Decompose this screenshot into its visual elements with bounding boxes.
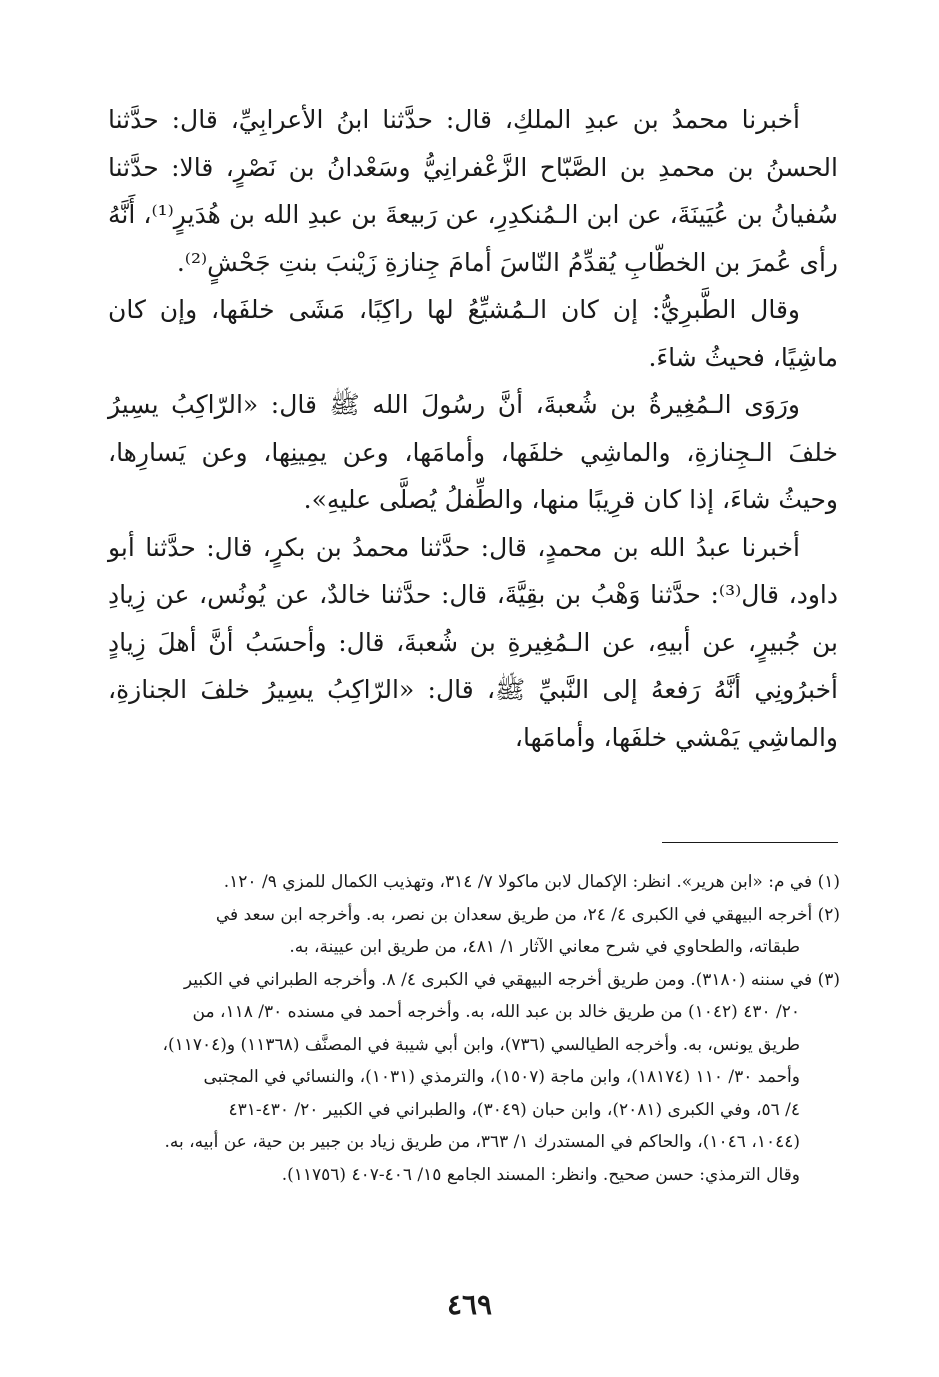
footnote-3-line-1: (٣) في سننه (٣١٨٠). ومن طريق أخرجه البيهقي في الكبرى ٤/ ٨. وأخرجه الطبراني في الكبير — [183, 969, 840, 990]
footnote-1 — [100, 866, 840, 899]
footnote-3 — [100, 964, 840, 1192]
footnotes — [100, 866, 840, 1191]
footnote-3-line-2: ٢٠/ ٤٣٠ (١٠٤٢) من طريق خالد بن عبد الله، به. وأخرجه أحمد في مسنده ٣٠/ ١١٨، من — [192, 1002, 800, 1022]
footnote-1-line-1: (١) في م: «ابن هرير». انظر: الإكمال لابن ماكولا ٧/ ٣١٤، وتهذيب الكمال للمزي ٩/ ١٢٠. — [223, 872, 840, 892]
footnote-separator — [662, 842, 838, 843]
footnote-3-line-6: (١٠٤٤، ١٠٤٦)، والحاكم في المستدرك ١/ ٣٦٣، من طريق زياد بن جبير بن حية، عن أبيه، به. — [164, 1132, 800, 1152]
footnote-3-line-5: ٤/ ٥٦، وفي الكبرى (٢٠٨١)، وابن حبان (٣٠٤٩)، والطبراني في الكبير ٢٠/ ٤٣٠-٤٣١ — [228, 1099, 800, 1120]
paragraph-4: أخبرنا عبدُ الله بن محمدٍ، قال: حدَّثنا محمدُ بن بكرٍ، قال: حدَّثنا أبو داود، قال⁽³⁾: حدَّثنا وَهْبُ بن بقِيَّةَ، قال: حدَّثنا خالدٌ، عن يُونُس، عن زِيادِ بن جُبيرٍ، عن أبيهِ، عن الـمُغِيرةِ بن شُعبةَ، قال: وأحسَبُ أنَّ أهلَ زِيادٍ أخبرُونِي أنَّهُ رَفعهُ إلى النَّبيِّ ﷺ، قال: «الرّاكِبُ يسِيرُ خلفَ الجنازةِ، والماشِي يَمْشي خلفَها، وأمامَها، — [108, 532, 838, 752]
paragraph-1: أخبرنا محمدُ بن عبدِ الملكِ، قال: حدَّثنا ابنُ الأعرابِيِّ، قال: حدَّثنا الحسنُ بن محمدِ بن الصَّبّاح الزَّعْفرانِيُّ وسَعْدانُ بن نَصْرٍ، قالا: حدَّثنا سُفيانُ بن عُيَينَةَ، عن ابن الـمُنكدِرِ، عن رَبيعةَ بن عبدِ الله بن هُدَيرٍ⁽¹⁾، أَنَّهُ رأى عُمرَ بن الخطّابِ يُقدِّمُ النّاسَ أمامَ جِنازةِ زَيْنبَ بنتِ جَحْشٍ⁽²⁾. — [108, 105, 839, 277]
footnote-2-line-2: طبقاته، والطحاوي في شرح معاني الآثار ١/ ٤٨١، من طريق ابن عيينة، به. — [289, 937, 800, 957]
paragraph-2: وقال الطَّبرِيُّ: إن كان الـمُشيِّعُ لها راكِبًا، مَشَى خلفَها، وإن كان ماشِيًا، فحيثُ شاءَ. — [108, 295, 838, 372]
footnote-3-line-3: طريق يونس، به. وأخرجه الطيالسي (٧٣٦)، وابن أبي شيبة في المصنَّف (١١٣٦٨) و(١١٧٠٤)، — [162, 1034, 800, 1055]
footnote-2 — [100, 899, 840, 964]
page-number: ٤٦٩ — [446, 1288, 493, 1321]
footnote-2-line-1: (٢) أخرجه البيهقي في الكبرى ٤/ ٢٤، من طريق سعدان بن نصر، به. وأخرجه ابن سعد في — [215, 904, 840, 925]
main-text — [108, 96, 838, 761]
footnote-3-line-4: وأحمد ٣٠/ ١١٠ (١٨١٧٤)، وابن ماجة (١٥٠٧)، والترمذي (١٠٣١)، والنسائي في المجتبى — [203, 1067, 800, 1087]
footnote-3-line-7: وقال الترمذي: حسن صحيح. وانظر: المسند الجامع ١٥/ ٤٠٦-٤٠٧ (١١٧٥٦). — [281, 1164, 800, 1185]
paragraph-3: ورَوَى الـمُغِيرةُ بن شُعبةَ، أنَّ رسُولَ الله ﷺ قال: «الرّاكِبُ يسِيرُ خلفَ الـجِنازةِ، والماشِي خلفَها، وأمامَها، وعن يمِينِها، وعن يَسارِها، وحيثُ شاءَ، إذا كان قرِيبًا منها، والطِّفلُ يُصلَّى عليهِ». — [108, 390, 838, 514]
